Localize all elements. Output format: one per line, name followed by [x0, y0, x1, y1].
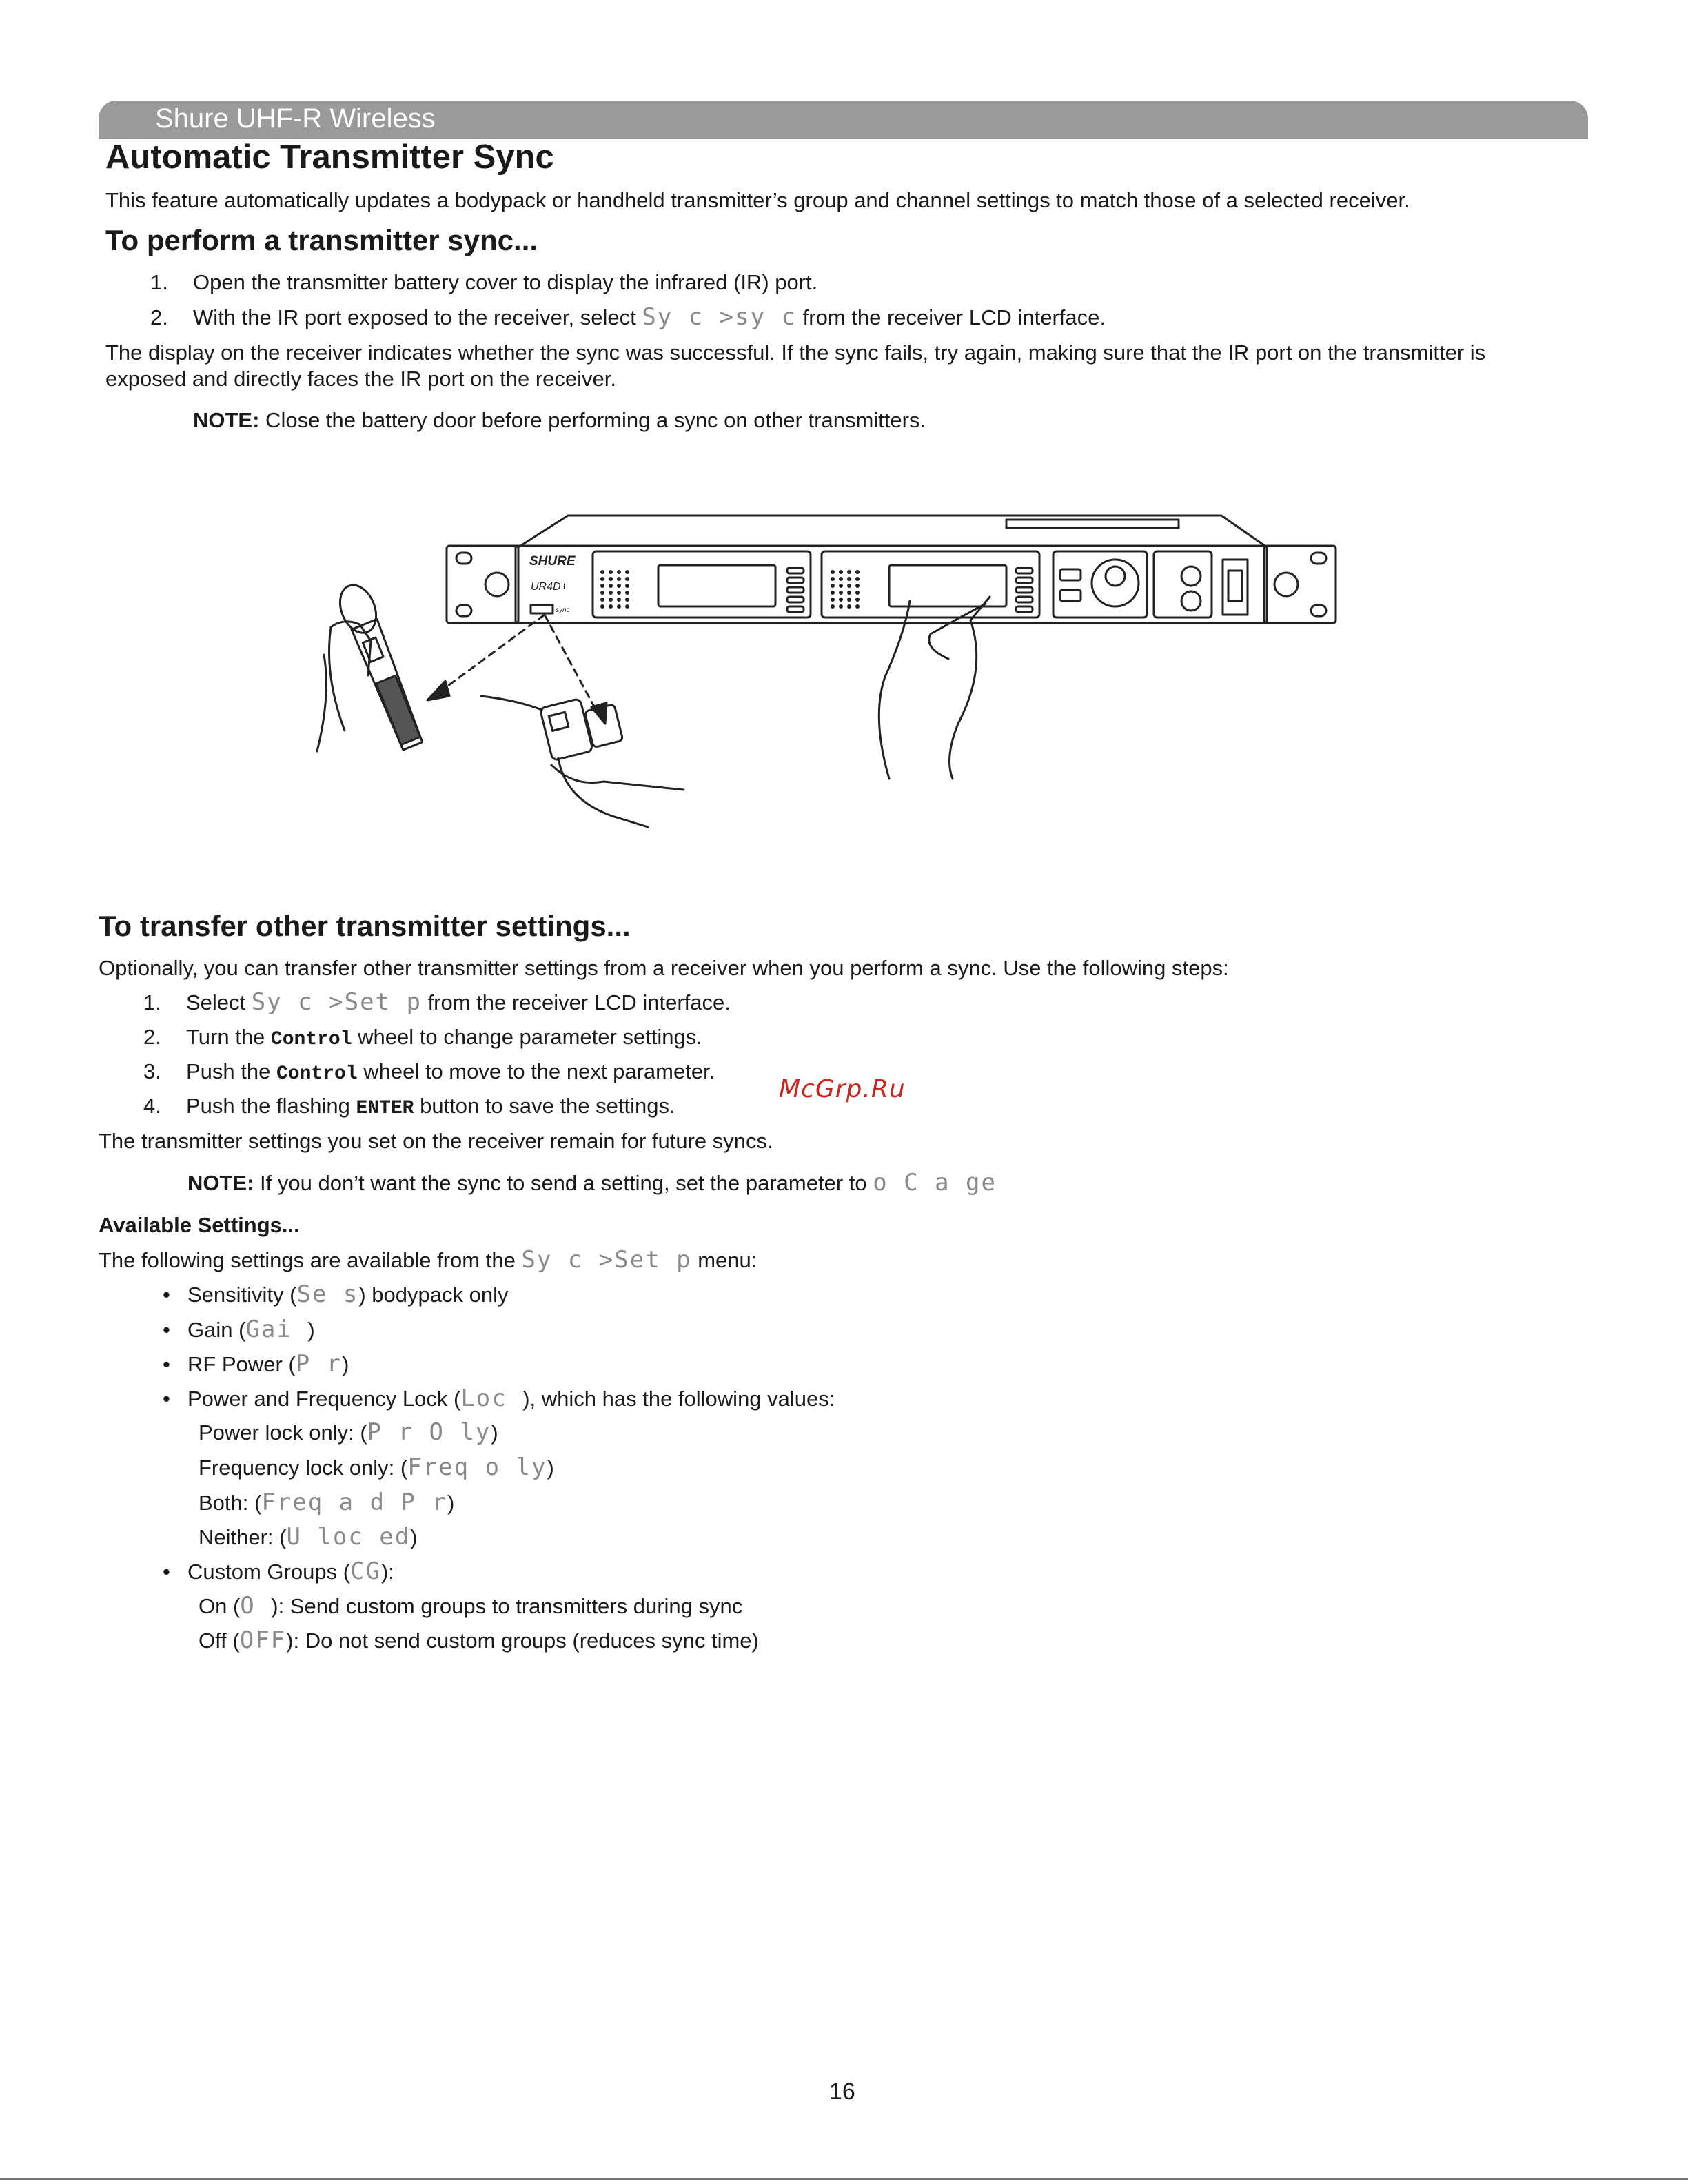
- step-text: Turn the: [186, 1025, 271, 1049]
- arrow-head-icon: [427, 681, 449, 700]
- value-text: Frequency lock only: (: [199, 1456, 408, 1480]
- value-text: Both: (: [199, 1491, 262, 1515]
- step-number: 1.: [150, 270, 168, 294]
- available-title: Available Settings...: [99, 1213, 300, 1237]
- setting-custom-groups: [163, 1558, 394, 1585]
- rack-hole-icon: [1311, 605, 1326, 616]
- section2-note: [187, 1170, 997, 1196]
- step-number: 2.: [150, 305, 168, 329]
- note-text: Close the battery door before performing a sync on other transmitters.: [259, 408, 926, 432]
- sync-step-2: [150, 304, 1106, 331]
- value-text: ): [447, 1491, 455, 1515]
- setting-lock: [163, 1385, 835, 1412]
- lcd-text: Sy c >sy c: [642, 303, 797, 331]
- setting-text: ): [342, 1352, 349, 1376]
- lcd-text: Se s: [296, 1280, 359, 1308]
- channel-a-button: [787, 568, 804, 573]
- setting-text: Custom Groups (: [187, 1560, 351, 1584]
- intro-text: menu:: [691, 1248, 757, 1272]
- control-label: Control: [270, 1029, 352, 1050]
- channel-b-button: [1016, 597, 1033, 602]
- lock-value-both: [199, 1489, 454, 1516]
- value-text: ): [547, 1456, 554, 1480]
- channel-a-button: [787, 597, 804, 602]
- step-text: wheel to change parameter settings.: [352, 1025, 702, 1049]
- lcd-text: Freq a d P r: [261, 1489, 447, 1516]
- lcd-text: Sy c >Set p: [521, 1246, 692, 1274]
- custom-value-on: [199, 1593, 742, 1620]
- setting-sensitivity: [163, 1281, 509, 1308]
- note-label: NOTE:: [193, 408, 260, 432]
- value-text: On (: [199, 1594, 241, 1618]
- lcd-text: o C a ge: [873, 1169, 997, 1196]
- section1-paragraph-line2: exposed and directly faces the IR port on the receiver.: [105, 367, 616, 391]
- rack-hole-icon: [1311, 553, 1326, 564]
- bodypack-transmitter: [540, 691, 624, 760]
- section2-title: To transfer other transmitter settings...: [99, 910, 631, 942]
- value-text: ): [410, 1525, 418, 1549]
- lcd-text: Freq o ly: [407, 1453, 547, 1481]
- setting-rf-power: [163, 1351, 349, 1378]
- value-text: Off (: [199, 1629, 240, 1653]
- bullet-icon: •: [163, 1387, 170, 1411]
- setting-text: ) bodypack only: [358, 1283, 509, 1307]
- power-switch-housing: [1223, 560, 1248, 615]
- value-text: ): Send custom groups to transmitters during sync: [271, 1594, 743, 1618]
- bullet-icon: •: [163, 1352, 170, 1376]
- control-label: Control: [276, 1063, 358, 1085]
- available-intro: [99, 1247, 757, 1274]
- transfer-step-1: [143, 989, 731, 1016]
- step-text: from the receiver LCD interface.: [797, 305, 1106, 329]
- pressing-hand: [950, 597, 990, 779]
- header-bar: [99, 101, 1588, 139]
- step-text: button to save the settings.: [414, 1094, 675, 1118]
- intro-text: The following settings are available from the: [99, 1248, 522, 1272]
- lcd-text: U loc ed: [286, 1523, 411, 1551]
- lcd-text: CG: [350, 1558, 381, 1585]
- channel-a-meters: [600, 570, 629, 609]
- step-text: Push the: [186, 1059, 276, 1083]
- lcd-text: P r: [295, 1350, 343, 1378]
- setting-gain: [163, 1316, 315, 1343]
- section2-after: The transmitter settings you set on the receiver remain for future syncs.: [99, 1129, 773, 1153]
- section1-note: [193, 407, 926, 433]
- step-text: Open the transmitter battery cover to display the infrared (IR) port.: [193, 270, 818, 294]
- setting-text: Gain (: [187, 1318, 246, 1342]
- power-switch-icon: [1228, 571, 1242, 601]
- rack-knob-left-icon: [485, 573, 509, 596]
- step-text: With the IR port exposed to the receiver, select: [193, 305, 642, 329]
- handheld-transmitter: [334, 580, 429, 752]
- value-text: Neither: (: [199, 1525, 287, 1549]
- step-text: Select: [186, 990, 252, 1014]
- step-number: 1.: [143, 990, 161, 1014]
- volume-knob-icon: [1181, 567, 1201, 586]
- channel-b-button: [1016, 578, 1033, 583]
- lcd-text: OFF: [239, 1626, 287, 1654]
- channel-b-button: [1016, 568, 1033, 573]
- custom-value-off: [199, 1627, 759, 1654]
- channel-b-button: [1016, 606, 1033, 612]
- channel-a-panel: [593, 551, 811, 618]
- page-number: 16: [829, 2079, 855, 2105]
- bullet-icon: •: [163, 1318, 170, 1342]
- channel-a-lcd: [658, 565, 775, 606]
- sync-port-label: sync: [556, 606, 570, 614]
- setting-text: Power and Frequency Lock (: [187, 1387, 461, 1411]
- rack-hole-icon: [456, 605, 471, 616]
- receiver-model: UR4D+: [531, 581, 567, 593]
- value-text: ): [491, 1420, 498, 1445]
- page-bottom-rule: [0, 2178, 1688, 2180]
- control-panel: [1053, 551, 1147, 618]
- step-text: Push the flashing: [186, 1094, 356, 1118]
- transfer-step-3: [143, 1059, 715, 1088]
- page-title: Automatic Transmitter Sync: [105, 139, 554, 176]
- setting-text: ):: [380, 1560, 394, 1584]
- channel-a-button: [787, 578, 804, 583]
- right-hand-bodypack: [551, 758, 684, 827]
- enter-label: ENTER: [356, 1098, 414, 1119]
- ir-beam: [438, 615, 545, 693]
- setting-text: Sensitivity (: [187, 1283, 297, 1307]
- receiver-brand: SHURE: [529, 554, 576, 569]
- bullet-icon: •: [163, 1283, 170, 1307]
- section2-intro: Optionally, you can transfer other transmitter settings from a receiver when you perform a sync. Use the following steps:: [99, 956, 1229, 980]
- header-title: Shure UHF-R Wireless: [155, 103, 436, 134]
- lcd-text: O: [240, 1592, 272, 1620]
- step-text: from the receiver LCD interface.: [421, 990, 731, 1014]
- lcd-text: Sy c >Set p: [251, 988, 422, 1016]
- ir-port: [531, 605, 553, 613]
- step-text: wheel to move to the next parameter.: [357, 1059, 715, 1083]
- channel-a-button: [787, 606, 804, 612]
- control-wheel-cap-icon: [1106, 567, 1125, 586]
- step-number: 3.: [143, 1059, 161, 1083]
- receiver-vent: [1006, 520, 1179, 528]
- pressing-hand: [879, 601, 910, 779]
- section1-subtitle: To perform a transmitter sync...: [105, 224, 538, 256]
- channel-b-lcd: [889, 565, 1006, 606]
- setting-text: RF Power (: [187, 1352, 296, 1376]
- lock-value-power: [199, 1419, 498, 1446]
- section1-paragraph-line1: The display on the receiver indicates whether the sync was successful. If the sync fails, try again, making sure that the IR port on the transmitter is: [105, 340, 1486, 365]
- lock-value-frequency: [199, 1454, 554, 1481]
- lock-value-neither: [199, 1524, 418, 1551]
- headphone-jack-icon: [1181, 591, 1201, 611]
- bullet-icon: •: [163, 1560, 170, 1584]
- lcd-text: Gai: [245, 1316, 308, 1343]
- step-number: 2.: [143, 1025, 161, 1049]
- channel-a-button: [787, 587, 804, 593]
- note-label: NOTE:: [187, 1171, 254, 1195]
- control-button: [1060, 590, 1081, 601]
- sync-step-1: [150, 269, 817, 296]
- sync-illustration: [303, 496, 1365, 855]
- channel-b-meters: [831, 570, 860, 609]
- left-hand-wrist: [317, 655, 326, 751]
- rack-knob-right-icon: [1274, 573, 1298, 596]
- rack-hole-icon: [456, 553, 471, 564]
- control-button: [1060, 569, 1081, 580]
- section1-intro: This feature automatically updates a bodypack or handheld transmitter’s group and channel settings to match those of a selected receiver.: [105, 188, 1410, 212]
- value-text: ): Do not send custom groups (reduces sync time): [286, 1629, 759, 1653]
- channel-b-button: [1016, 587, 1033, 593]
- setting-text: ): [307, 1318, 315, 1342]
- setting-text: ), which has the following values:: [522, 1387, 835, 1411]
- bodypack-antenna: [481, 696, 542, 710]
- note-text: If you don’t want the sync to send a setting, set the parameter to: [254, 1171, 873, 1195]
- step-number: 4.: [143, 1094, 161, 1118]
- left-hand: [329, 622, 372, 731]
- lcd-text: P r O ly: [367, 1418, 491, 1446]
- lcd-text: Loc: [460, 1385, 523, 1412]
- transfer-step-2: [143, 1024, 702, 1053]
- transfer-step-4: [143, 1093, 675, 1122]
- value-text: Power lock only: (: [199, 1420, 367, 1445]
- watermark: McGrp.Ru: [779, 1075, 906, 1103]
